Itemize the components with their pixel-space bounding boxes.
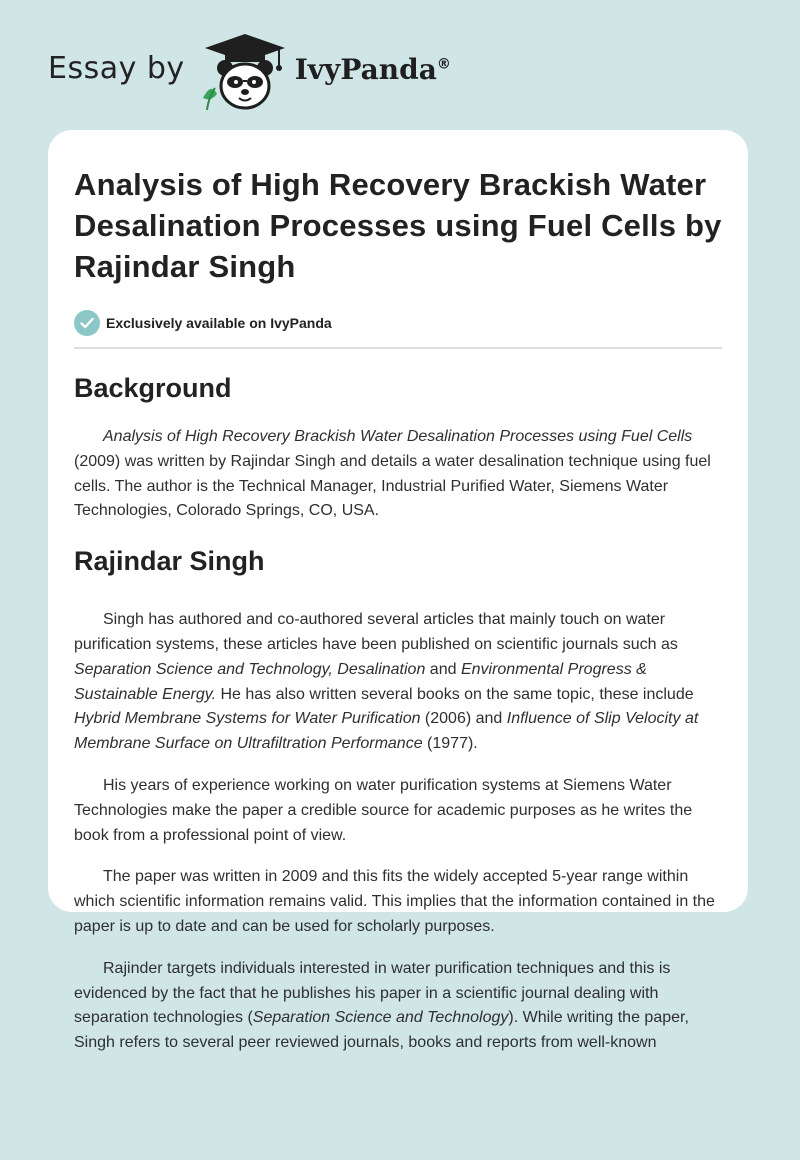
- brand-name[interactable]: IvyPanda®: [294, 52, 451, 86]
- divider: [74, 347, 722, 349]
- paragraph: Analysis of High Recovery Brackish Water Desalination Processes using Fuel Cells (2009) was written by Rajindar Singh and details a water desalination technique using fuel cells. The author is the Technical Manager, Industrial Purified Water, Siemens Water Technologies, Colorado Springs, CO, USA.: [74, 428, 711, 520]
- paragraph: Rajinder targets individuals interested in water purification techniques and this is evidenced by the fact that he publishes his paper in a scientific journal dealing with separation technologies (Separation Science and Technology). While writing the paper, Singh refers to several peer reviewed journals, books and reports from well-known: [74, 959, 689, 1052]
- page-title: Analysis of High Recovery Brackish Water Desalination Processes using Fuel Cells by Rajindar Singh: [74, 167, 722, 284]
- paragraph: Singh has authored and co-authored several articles that mainly touch on water purification systems, these articles have been published on scientific journals such as Separation Science and Technology, Desalination and Environmental Progress & Sustainable Energy. He has also written several books on the same topic, these include Hybrid Membrane Systems for Water Purification (2006) and Influence of Slip Velocity at Membrane Surface on Ultrafiltration Performance (1977).: [74, 611, 699, 753]
- section-heading-background: Background: [74, 373, 232, 403]
- paragraph: His years of experience working on water purification systems at Siemens Water Technologies make the paper a credible source for academic purposes as he writes the book from a professional point of view.: [74, 776, 693, 844]
- site-header: [48, 32, 451, 112]
- exclusive-badge: [74, 309, 722, 337]
- article-card: [48, 130, 748, 1052]
- section-heading-rajindar-singh: Rajindar Singh: [74, 546, 265, 577]
- check-icon: [74, 310, 100, 336]
- panda-logo-icon[interactable]: [199, 32, 291, 112]
- exclusive-label: Exclusively available on IvyPanda: [106, 315, 332, 331]
- paragraph: The paper was written in 2009 and this fits the widely accepted 5-year range within which scientific information remains valid. This implies that the information contained in the paper is up to date and can be used for scholarly purposes.: [74, 868, 715, 935]
- brand-prefix: Essay by: [48, 50, 185, 86]
